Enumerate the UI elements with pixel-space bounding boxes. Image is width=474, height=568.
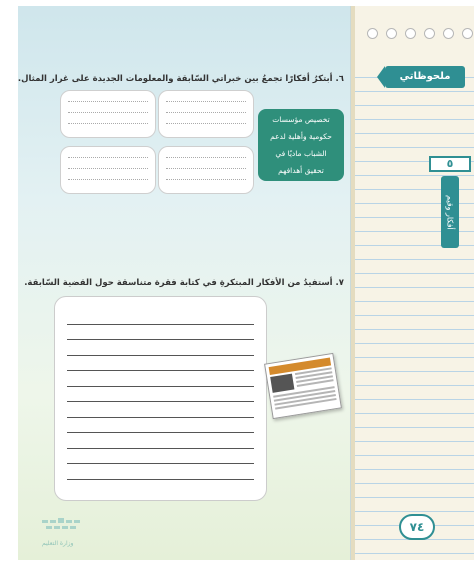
writing-line bbox=[68, 157, 148, 158]
writing-line bbox=[67, 387, 254, 403]
idea-box[interactable] bbox=[158, 90, 254, 138]
example-card bbox=[258, 109, 344, 181]
example-card-line: حكومية وأهلية لدعم bbox=[270, 132, 332, 141]
writing-line bbox=[166, 123, 246, 124]
notes-banner: ملحوظاتي bbox=[385, 66, 465, 88]
binder-ring-icon bbox=[367, 28, 378, 39]
binder-ring-icon bbox=[443, 28, 454, 39]
paragraph-writing-box[interactable] bbox=[54, 296, 267, 501]
unit-number: ٥ bbox=[429, 156, 471, 172]
ministry-logo bbox=[38, 516, 98, 556]
idea-box[interactable] bbox=[60, 90, 156, 138]
writing-line bbox=[67, 433, 254, 449]
example-card-line: تخصيص مؤسسات bbox=[272, 115, 330, 124]
writing-line bbox=[166, 112, 246, 113]
writing-line bbox=[166, 168, 246, 169]
ministry-logo-icon bbox=[38, 516, 88, 538]
question-7-text: ٧. أستفيدُ من الأفكار المبتكرةِ في كتابة فقرة متناسقة حول القضية السّابقة. bbox=[24, 278, 344, 288]
question-6-text: ٦. أبتكرُ أفكارًا تجمعُ بين خبراتي السّابقة والمعلومات الجديدة على غرار المثال. bbox=[17, 74, 344, 84]
writing-line bbox=[68, 179, 148, 180]
writing-line bbox=[67, 449, 254, 465]
writing-line bbox=[68, 123, 148, 124]
unit-title-tab bbox=[441, 176, 459, 248]
writing-line bbox=[68, 101, 148, 102]
binder-ring-icon bbox=[462, 28, 473, 39]
writing-line bbox=[67, 371, 254, 387]
idea-box[interactable] bbox=[60, 146, 156, 194]
ministry-logo-text: وزارة التعليم bbox=[42, 540, 74, 547]
newspaper-image bbox=[264, 353, 342, 419]
binder-ring-icon bbox=[424, 28, 435, 39]
writing-line bbox=[67, 325, 254, 341]
writing-line bbox=[68, 112, 148, 113]
idea-box[interactable] bbox=[158, 146, 254, 194]
writing-line bbox=[68, 168, 148, 169]
writing-line bbox=[67, 464, 254, 480]
binder-ring-icon bbox=[386, 28, 397, 39]
writing-line bbox=[67, 402, 254, 418]
workbook-sheet bbox=[18, 6, 351, 560]
writing-line bbox=[67, 356, 254, 372]
page-number: ٧٤ bbox=[399, 514, 435, 540]
newspaper-photo bbox=[270, 374, 294, 393]
writing-line bbox=[166, 179, 246, 180]
unit-title: أفكار وقيم bbox=[445, 194, 455, 230]
notes-panel bbox=[351, 6, 474, 560]
writing-line bbox=[67, 340, 254, 356]
binder-ring-icon bbox=[405, 28, 416, 39]
example-card-line: تحقيق أهدافهم bbox=[278, 166, 324, 175]
writing-line bbox=[166, 101, 246, 102]
example-card-line: الشباب ماديًا في bbox=[275, 149, 327, 158]
writing-line bbox=[67, 309, 254, 325]
writing-line bbox=[67, 418, 254, 434]
writing-line bbox=[166, 157, 246, 158]
